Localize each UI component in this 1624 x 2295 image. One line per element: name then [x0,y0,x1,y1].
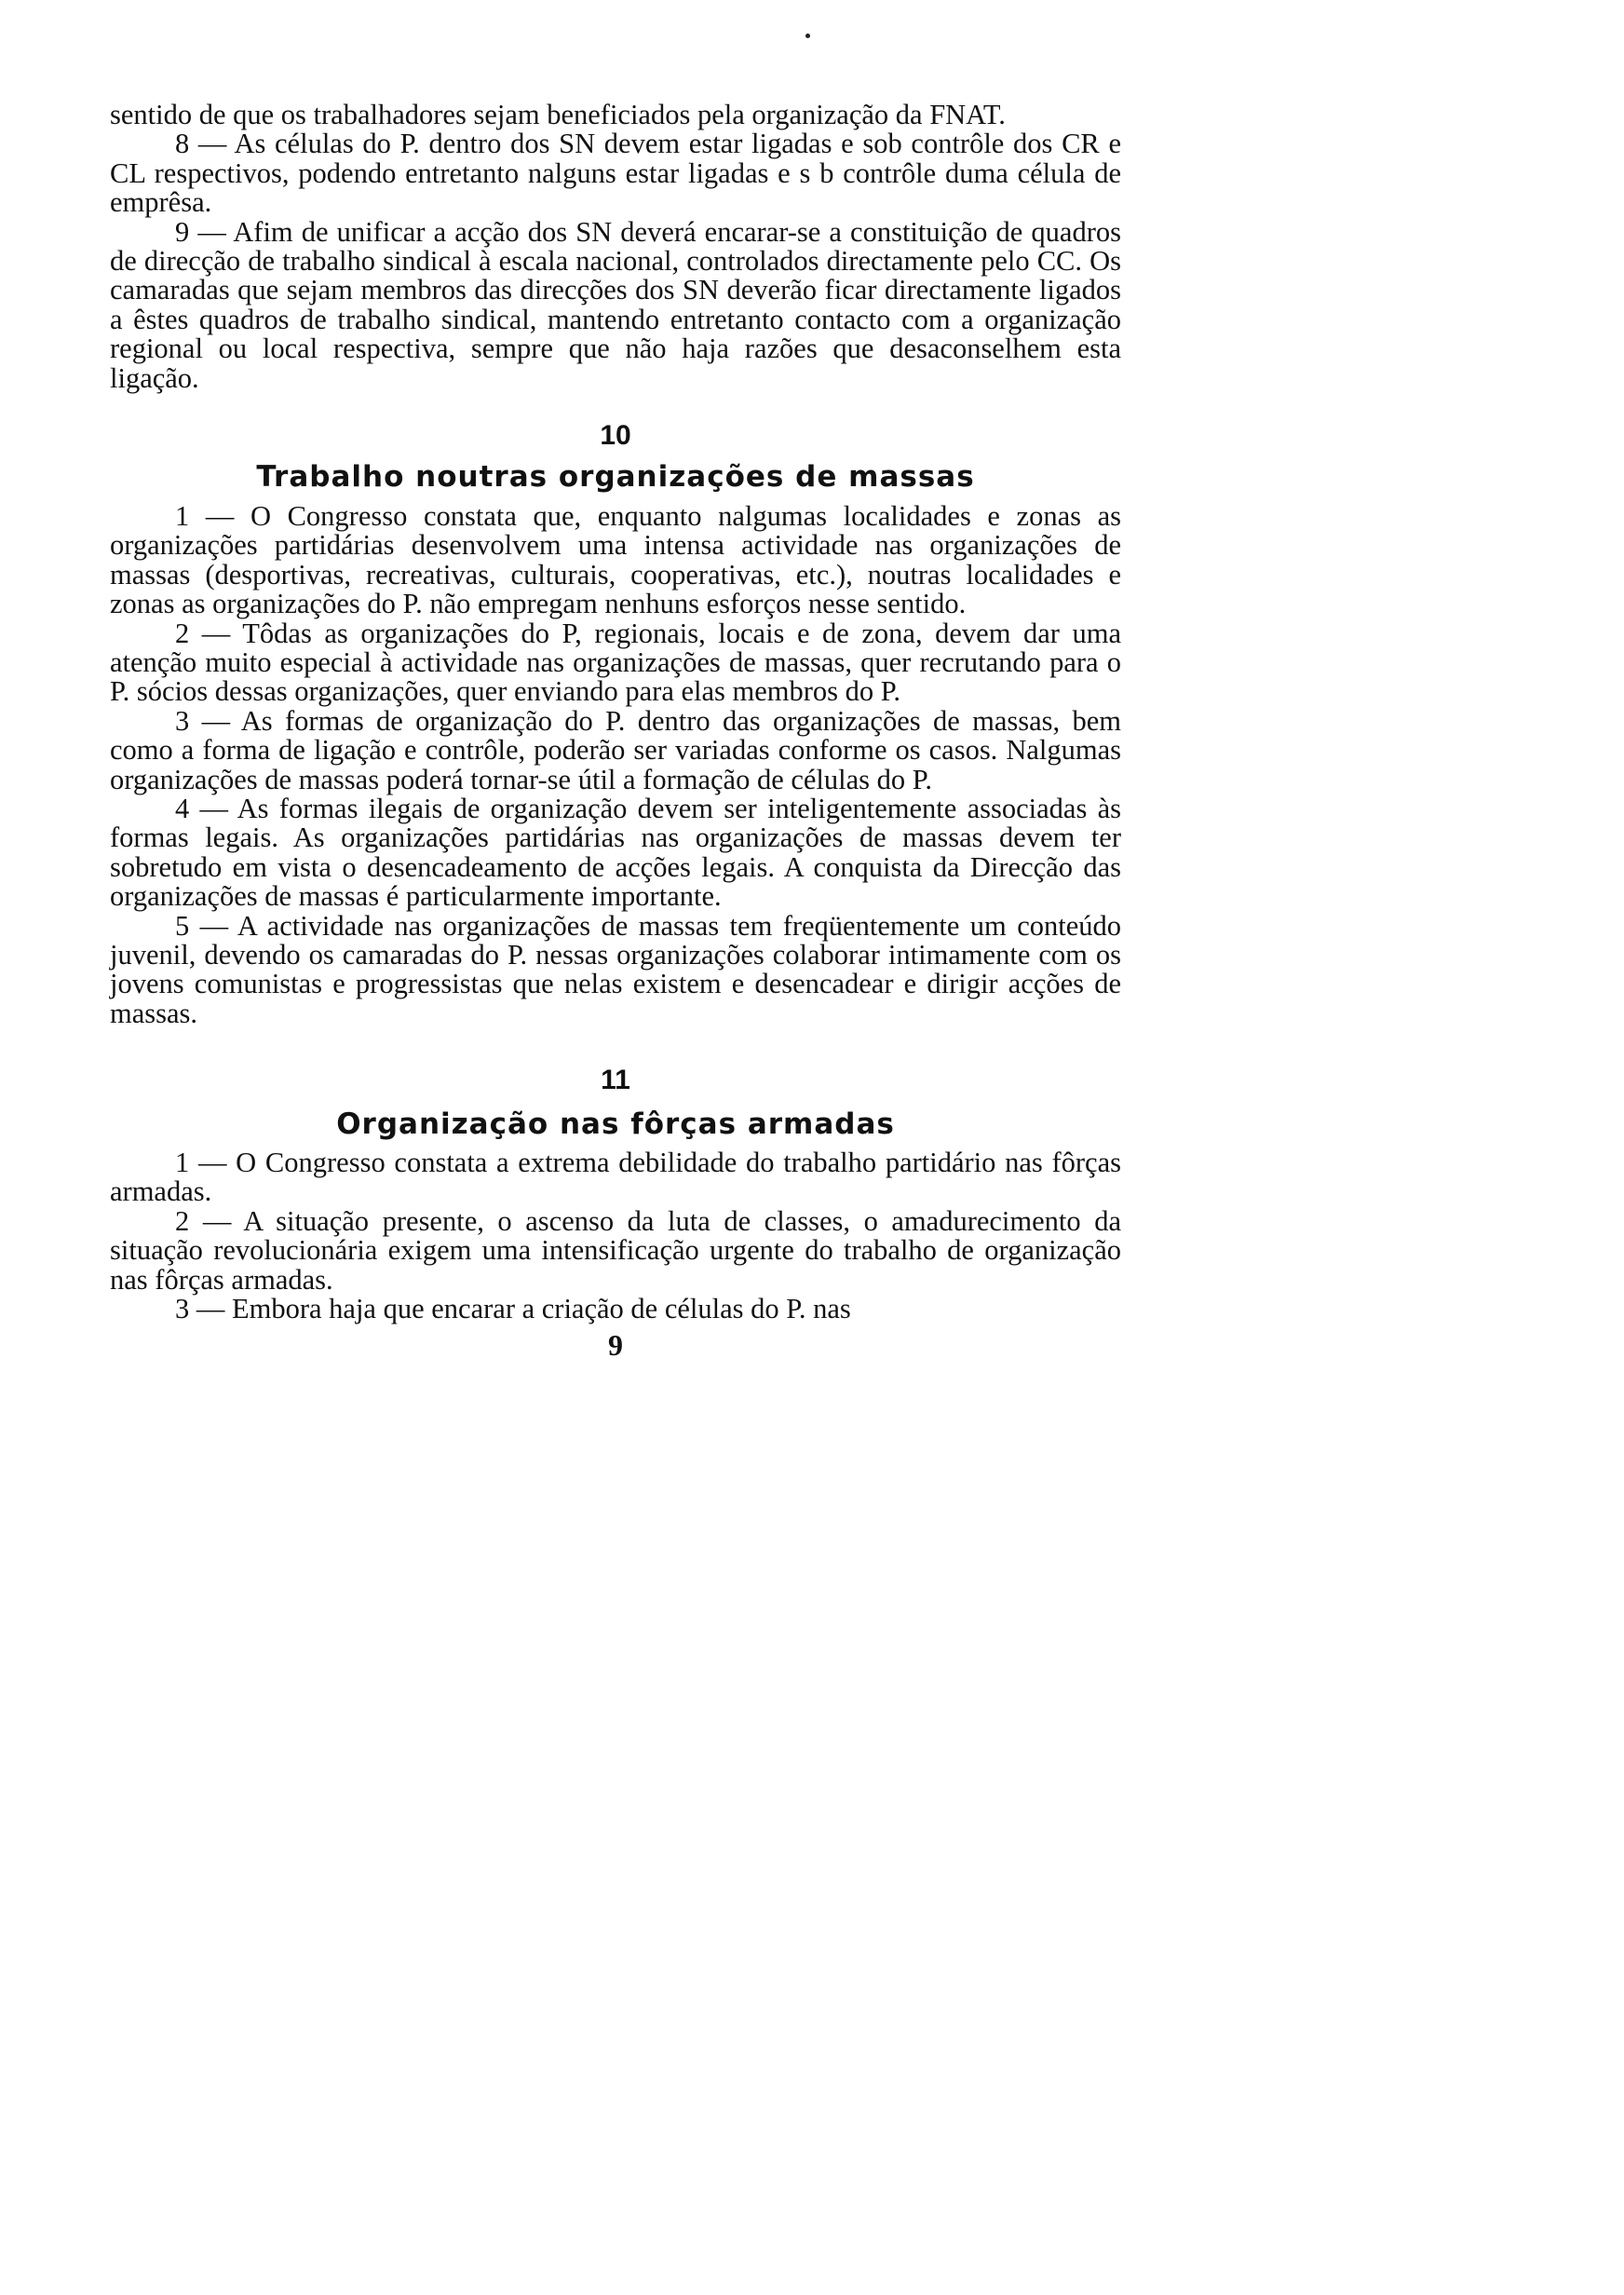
section-11-item-2: 2 — A situação presente, o ascenso da luta de classes, o amadurecimento da situação revolucionária exigem uma intensificação urgente do trabalho de organização nas fôrças armadas. [110,1204,1121,1296]
section-10-item-2: 2 — Tôdas as organizações do P, regionais, locais e de zona, devem dar uma atenção muito especial à actividade nas organizações de massas, quer recrutando para o P. sócios dessas organizações, quer enviando para elas membros do P. [110,617,1121,708]
section-11-item-3: 3 — Embora haja que encarar a criação de células do P. nas [175,1293,851,1325]
ink-speck [805,34,810,38]
section-11-item-1: 1 — O Congresso constata a extrema debilidade do trabalho partidário nas fôrças armadas. [110,1147,1121,1208]
section-11-number: 11 [601,1065,630,1096]
section-10-item-5: 5 — A actividade nas organizações de massas tem freqüentemente um conteúdo juvenil, devendo os camaradas do P. nessas organizações colaborar intimamente com os jovens comunistas e progressistas que nelas existem e desencadear e dirigir acções de massas. [110,909,1121,1029]
document-page [110,101,1121,1361]
page-number: 9 [608,1328,623,1363]
section-10-item-1: 1 — O Congresso constata que, enquanto nalgumas localidades e zonas as organizações partidárias desenvolvem uma intensa actividade nas organizações de massas (desportivas, recreativas, culturais, cooperativas, etc.), noutras localidades e zonas as organizações do P. não empregam nenhuns esforços nesse sentido. [110,499,1121,620]
section-10-number: 10 [600,420,631,452]
paragraph-continuation: sentido de que os trabalhadores sejam beneficiados pela organização da FNAT. [110,99,1006,130]
section-10-heading: Trabalho noutras organizações de massas [256,460,975,495]
section-10-item-4: 4 — As formas ilegais de organização devem ser inteligentemente associadas às formas legais. As organizações partidárias nas organizações de massas devem ter sobretudo em vista o desencadeamento de acções legais. A conquista da Direcção das organizações de massas é particularmente importante. [110,792,1121,913]
section-11-heading: Organização nas fôrças armadas [336,1107,895,1141]
paragraph-9: 9 — Afim de unificar a acção dos SN deverá encarar-se a constituição de quadros de direcção de trabalho sindical à escala nacional, controlados directamente pelo CC. Os camaradas que sejam membros das direcções dos SN deverão ficar directamente ligados a êstes quadros de trabalho sindical, mantendo entretanto contacto com a organização regional ou local respectiva, sempre que não haja razões que desaconselhem esta ligação. [110,215,1121,394]
paragraph-8: 8 — As células do P. dentro dos SN devem estar ligadas e sob contrôle dos CR e CL respectivos, podendo entretanto nalguns estar ligadas e s b contrôle duma célula de emprêsa. [110,128,1121,219]
section-10-item-3: 3 — As formas de organização do P. dentro das organizações de massas, bem como a forma de ligação e contrôle, poderão ser variadas conforme os casos. Nalgumas organizações de massas poderá tornar-se útil a formação de células do P. [110,704,1121,795]
